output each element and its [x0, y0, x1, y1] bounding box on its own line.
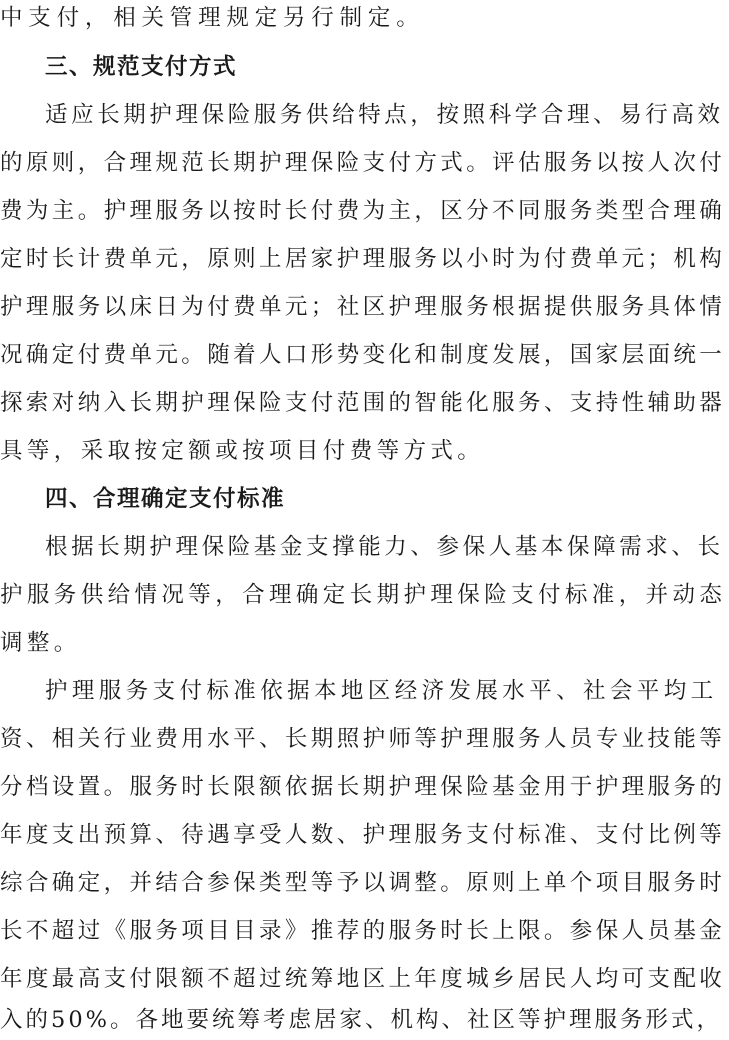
- paragraph-line: 适应长期护理保险服务供给特点，按照科学合理、易行高效: [45, 102, 724, 128]
- paragraph-line: 费为主。护理服务以按时长付费为主，区分不同服务类型合理确: [0, 198, 726, 224]
- paragraph-line: 年度最高支付限额不超过统筹地区上年度城乡居民人均可支配收: [0, 966, 726, 992]
- paragraph-line: 定时长计费单元，原则上居家护理服务以小时为付费单元；机构: [0, 246, 726, 272]
- paragraph-line: 的原则，合理规范长期护理保险支付方式。评估服务以按人次付: [0, 150, 726, 176]
- paragraph-line: 资、相关行业费用水平、长期照护师等护理服务人员专业技能等: [0, 726, 726, 752]
- paragraph-line: 护理服务支付标准依据本地区经济发展水平、社会平均工: [45, 678, 718, 704]
- paragraph-line: 根据长期护理保险基金支撑能力、参保人基本保障需求、长: [45, 534, 724, 560]
- paragraph-line: 长不超过《服务项目目录》推荐的服务时长上限。参保人员基金: [0, 918, 726, 944]
- paragraph-line: 具等，采取按定额或按项目付费等方式。: [0, 438, 485, 464]
- paragraph-line: 况确定付费单元。随着人口形势变化和制度发展，国家层面统一: [0, 342, 726, 368]
- paragraph-line: 入的50%。各地要统筹考虑居家、机构、社区等护理服务形式，: [0, 1007, 723, 1033]
- paragraph-line: 护服务供给情况等，合理确定长期护理保险支付标准，并动态: [0, 582, 727, 608]
- paragraph-line: 护理服务以床日为付费单元；社区护理服务根据提供服务具体情: [0, 294, 726, 320]
- paragraph-line: 探索对纳入长期护理保险支付范围的智能化服务、支持性辅助器: [0, 390, 726, 416]
- section-heading: 四、合理确定支付标准: [45, 486, 286, 512]
- section-heading: 三、规范支付方式: [45, 54, 238, 80]
- paragraph-line: 综合确定，并结合参保类型等予以调整。原则上单个项目服务时: [0, 870, 726, 896]
- paragraph-line: 中支付，相关管理规定另行制定。: [0, 5, 425, 31]
- paragraph-line: 分档设置。服务时长限额依据长期护理保险基金用于护理服务的: [0, 774, 726, 800]
- paragraph-line: 调整。: [0, 630, 81, 656]
- paragraph-line: 年度支出预算、待遇享受人数、护理服务支付标准、支付比例等: [0, 822, 726, 848]
